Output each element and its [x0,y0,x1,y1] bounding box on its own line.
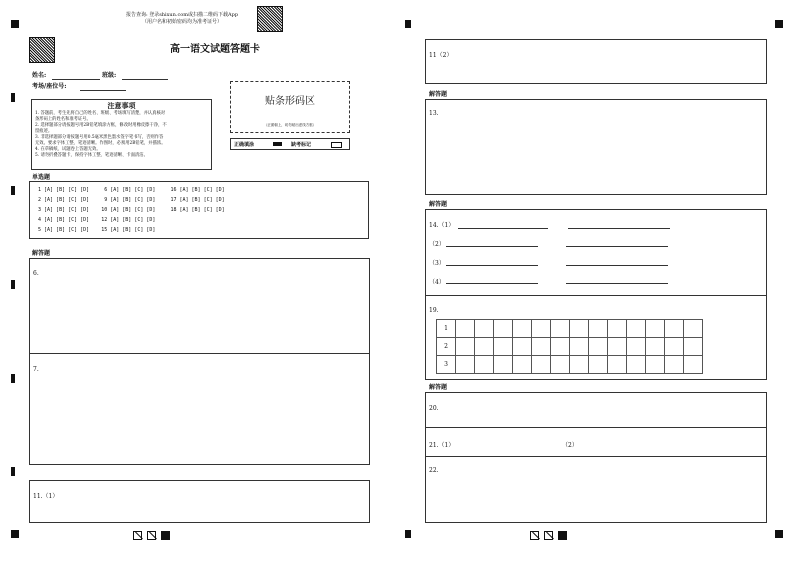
answer-box-q20[interactable] [425,392,767,428]
absent-mark-box[interactable] [331,142,342,148]
answer-box-q22[interactable] [425,456,767,523]
grid-row-number: 2 [437,338,456,356]
q14-blank[interactable] [446,246,538,247]
q14-blank[interactable] [458,228,548,229]
skew-mark-solid [161,531,170,540]
skew-mark [133,531,142,540]
class-label: 班级: [102,72,117,79]
corner-mark [11,20,19,28]
answer-box-q14 [425,209,767,296]
grid-row [437,338,703,356]
answer-box-q11-1[interactable] [29,480,370,523]
notes-line: 2. 选择题部分请按题号用2B铅笔填涂方框，修改时用橡皮擦干净，不 [35,123,167,128]
q14-blank[interactable] [446,265,538,266]
grid-row [437,356,703,374]
right-section-label-3: 解答题 [429,384,448,391]
corner-mark [775,20,783,28]
barcode-area [230,81,350,133]
grid-row [437,320,703,338]
barcode-hint: （正面朝上，切勿贴出虚线方框） [263,123,317,127]
mc-section-label: 单选题 [32,174,51,181]
notes-line: 留痕迹。 [35,129,53,134]
mc-row[interactable]: 5 [A] [B] [C] [D] 15 [A] [B] [C] [D] [38,227,156,233]
question-number: 11.（1） [33,493,59,500]
corner-mark [775,530,783,538]
student-qr-code [29,37,55,63]
absent-mark-label: 缺考标记 [291,142,312,148]
report-notice-line2: （用户名和初始密码均为准考证号） [141,19,222,25]
question-number: 20. [429,405,439,412]
name-label: 姓名: [32,72,47,79]
notes-box [31,99,212,170]
room-seat-field[interactable] [80,90,126,91]
report-notice [112,12,252,26]
notes-lines [32,111,211,159]
answer-box-q11-2[interactable] [425,39,767,84]
question-number: 7. [33,366,39,373]
name-field[interactable] [52,79,100,80]
question-number: 22. [429,467,439,474]
q14-blank[interactable] [566,246,668,247]
question-subnumber: （4） [429,279,445,286]
writing-grid[interactable] [436,319,703,374]
room-seat-label: 考场/座位号: [32,83,67,90]
corner-mark [11,530,19,538]
timing-mark [11,374,15,383]
notes-line: 1. 答题前，考生先将自己的姓名、班级、考场填写清楚，并认真核对 [35,111,166,116]
right-section-label-2: 解答题 [429,201,448,208]
timing-mark [11,467,15,476]
question-number: 21.（1） [429,442,455,449]
question-subnumber: （2） [562,442,578,449]
grid-row-number: 3 [437,356,456,374]
question-subnumber: （2） [429,241,445,248]
center-mark [405,20,411,28]
mc-row[interactable]: 4 [A] [B] [C] [D] 12 [A] [B] [C] [D] [38,217,156,223]
answer-box-q13[interactable] [425,99,767,195]
left-answer-section-label: 解答题 [32,250,51,257]
mc-row[interactable]: 3 [A] [B] [C] [D] 10 [A] [B] [C] [D] 18 [A] [B] [C] [D] [38,207,225,213]
timing-mark [11,186,15,195]
notes-line: 条形码上的姓名和准考证号。 [35,117,91,122]
class-field[interactable] [122,79,168,80]
notes-line: 5. 请勿折叠答题卡，保持字体工整、笔迹清晰、卡面清洁。 [35,153,148,158]
answer-box-q21[interactable] [425,427,767,457]
question-number: 14.（1） [429,222,455,229]
fill-legend [230,138,350,150]
grid-row-number: 1 [437,320,456,338]
timing-mark [11,93,15,102]
q14-blank[interactable] [568,228,670,229]
q14-blank[interactable] [566,265,668,266]
notes-line: 无效。要求字体工整、笔迹清晰。作图时，必须用2B铅笔，并描浓。 [35,141,166,146]
right-section-label-1: 解答题 [429,91,448,98]
mc-row[interactable]: 1 [A] [B] [C] [D] 6 [A] [B] [C] [D] 16 [A] [B] [C] [D] [38,187,225,193]
page-title: 高一语文试题答题卡 [170,44,260,55]
barcode-label: 贴条形码区 [265,96,315,107]
question-subnumber: （3） [429,260,445,267]
question-number: 11（2） [429,52,453,59]
mc-row[interactable]: 2 [A] [B] [C] [D] 9 [A] [B] [C] [D] 17 [A] [B] [C] [D] [38,197,225,203]
timing-mark [11,280,15,289]
answer-box-q7[interactable] [29,353,370,465]
report-notice-line1: 报告查询: 登录shixun.com或扫描二维码下载App [125,12,239,18]
skew-mark [544,531,553,540]
center-mark [405,530,411,538]
q14-blank[interactable] [446,283,538,284]
mc-box [29,181,369,239]
correct-fill-sample [273,142,282,146]
correct-fill-label: 正确填涂 [234,142,255,148]
skew-mark [530,531,539,540]
q14-blank[interactable] [566,283,668,284]
notes-line: 4. 在草稿纸、试题卷上答题无效。 [35,147,101,152]
question-number: 6. [33,270,39,277]
answer-box-q6[interactable] [29,258,370,354]
question-number: 13. [429,110,439,117]
app-qr-code [257,6,283,32]
skew-mark-solid [558,531,567,540]
answer-box-q19 [425,295,767,380]
notes-line: 3. 非选择题部分请按题号用0.5毫米黑色墨水签字笔书写，否则作答 [35,135,164,140]
question-number: 19. [429,307,439,314]
skew-mark [147,531,156,540]
notes-title: 注意事项 [107,101,136,110]
